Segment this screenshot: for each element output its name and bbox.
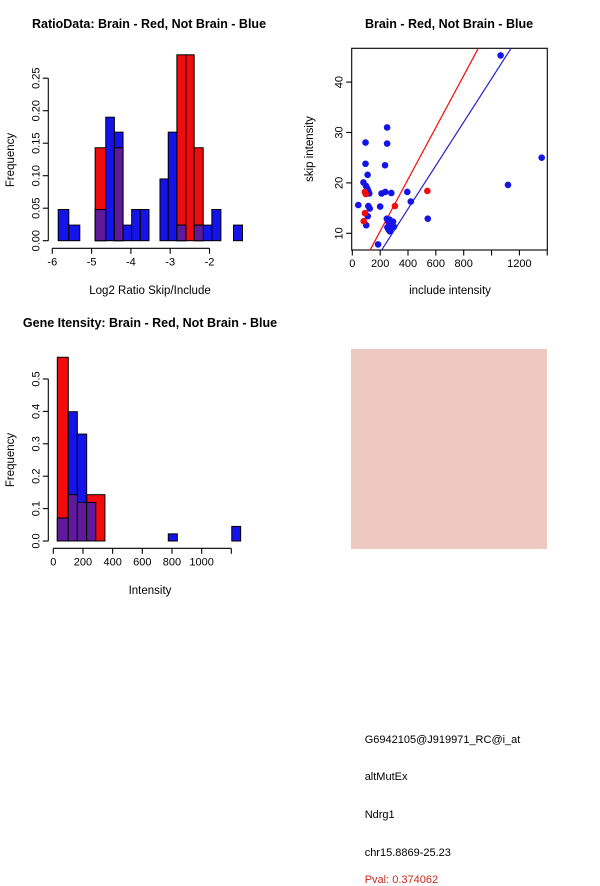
gene_intensity_histogram-bar-overlap bbox=[57, 518, 68, 541]
gene_intensity_histogram-plot bbox=[30, 357, 240, 568]
ratio_histogram-bar-not-brain bbox=[203, 225, 212, 241]
ratio_histogram-x-tick-label: -4 bbox=[126, 256, 136, 269]
scatter-xlabel: include intensity bbox=[409, 285, 491, 297]
skip_include_scatter-plot-box bbox=[352, 48, 548, 250]
skip_include_scatter-x-tick-label: 600 bbox=[426, 258, 446, 270]
gene_intensity_histogram-bar-not-brain bbox=[232, 526, 241, 541]
skip_include_scatter-point-not-brain bbox=[386, 216, 393, 223]
intensity-hist-xlabel: Intensity bbox=[128, 585, 172, 597]
gene_intensity_histogram-y-tick-label: 0.4 bbox=[30, 403, 43, 420]
gene_intensity_histogram-bar-brain bbox=[57, 357, 68, 541]
skip_include_scatter-y-tick-label: 10 bbox=[333, 227, 346, 240]
skip_include_scatter-point-not-brain bbox=[375, 241, 382, 248]
skip_include_scatter-point-brain bbox=[392, 203, 399, 210]
ratio_histogram-bar-not-brain bbox=[140, 210, 149, 241]
ratio_histogram-bar-not-brain bbox=[132, 210, 141, 241]
ratio_histogram-bar-not-brain bbox=[212, 210, 221, 241]
gene_intensity_histogram-x-tick-label: 200 bbox=[73, 556, 93, 569]
ratio_histogram-y-tick-label: 0.10 bbox=[30, 164, 43, 187]
gene_intensity_histogram-bar-overlap bbox=[68, 495, 77, 541]
gene_intensity_histogram-y-tick-label: 0.3 bbox=[30, 436, 43, 452]
skip_include_scatter-point-brain bbox=[363, 191, 370, 198]
skip_include_scatter-x-tick-label: 0 bbox=[349, 258, 356, 270]
ratio_histogram-bar-overlap bbox=[194, 225, 203, 241]
skip_include_scatter-x-tick-label: 1200 bbox=[507, 258, 532, 270]
ratio_histogram-bar-brain bbox=[177, 55, 186, 241]
pval-text: Pval: 0.374062 bbox=[364, 873, 439, 886]
ratio_histogram-y-tick-label: 0.25 bbox=[30, 67, 43, 89]
skip_include_scatter-x-tick-label: 200 bbox=[370, 258, 390, 270]
ratio_histogram-bar-not-brain bbox=[233, 225, 242, 241]
gene_intensity_histogram-x-tick-label: 1000 bbox=[189, 556, 214, 569]
ratio_histogram-x-tick-label: -5 bbox=[86, 256, 97, 269]
ratio_histogram-y-tick-label: 0.05 bbox=[30, 197, 43, 219]
ratio_histogram-bar-not-brain bbox=[160, 179, 168, 241]
skip_include_scatter-point-not-brain bbox=[362, 160, 369, 167]
skip_include_scatter-point-not-brain bbox=[505, 182, 512, 189]
skip_include_scatter-point-not-brain bbox=[362, 139, 369, 146]
gene_intensity_histogram-y-tick-label: 0.0 bbox=[30, 533, 43, 549]
skip_include_scatter-x-tick-label: 800 bbox=[454, 258, 473, 270]
skip_include_scatter-point-not-brain bbox=[364, 172, 371, 179]
skip_include_scatter-point-not-brain bbox=[497, 52, 504, 59]
skip_include_scatter-point-brain bbox=[424, 188, 431, 195]
gene_intensity_histogram-x-tick-label: 800 bbox=[162, 556, 182, 569]
skip_include_scatter-point-not-brain bbox=[424, 215, 431, 222]
skip_include_scatter-y-tick-label: 40 bbox=[333, 75, 346, 89]
skip_include_scatter-point-not-brain bbox=[382, 162, 389, 169]
chromosome-location-text: chr15.8869-25.23 bbox=[364, 846, 451, 859]
ratio_histogram-y-tick-label: 0.20 bbox=[30, 99, 43, 122]
skip_include_scatter-point-not-brain bbox=[384, 140, 391, 147]
intensity-hist-ylabel: Frequency bbox=[5, 432, 17, 488]
not-brain-fit-line bbox=[382, 48, 511, 250]
ratio_histogram-x-tick-label: -6 bbox=[47, 256, 58, 269]
ratio_histogram-bar-overlap bbox=[177, 225, 186, 241]
scatter-ylabel: skip intensity bbox=[304, 116, 316, 182]
ratio-hist-ylabel: Frequency bbox=[5, 132, 17, 188]
skip_include_scatter-y-tick-label: 20 bbox=[333, 176, 346, 190]
ratio_histogram-bar-overlap bbox=[95, 210, 106, 241]
skip_include_scatter-point-brain bbox=[360, 218, 367, 225]
skip_include_scatter-point-not-brain bbox=[355, 202, 362, 209]
ratio_histogram-x-tick-label: -3 bbox=[165, 256, 176, 269]
gene_intensity_histogram-bar-not-brain bbox=[168, 534, 177, 541]
skip_include_scatter-point-not-brain bbox=[377, 203, 384, 210]
ratio_histogram-bar-not-brain bbox=[106, 117, 115, 241]
skip_include_scatter-point-not-brain bbox=[382, 189, 389, 196]
skip_include_scatter-plot bbox=[334, 48, 548, 270]
event-type-text: altMutEx bbox=[364, 770, 408, 783]
ratio_histogram-plot bbox=[30, 55, 242, 268]
skip_include_scatter-point-not-brain bbox=[391, 223, 398, 230]
gene-name-text: Ndrg1 bbox=[364, 808, 395, 821]
ratio_histogram-x-tick-label: -2 bbox=[204, 256, 215, 269]
scatter-title: Brain - Red, Not Brain - Blue bbox=[364, 17, 534, 31]
skip_include_scatter-point-not-brain bbox=[384, 124, 391, 131]
skip_include_scatter-point-not-brain bbox=[388, 190, 395, 197]
gene_intensity_histogram-x-tick-label: 0 bbox=[50, 556, 57, 569]
gene_intensity_histogram-y-tick-label: 0.5 bbox=[30, 371, 43, 387]
gene_intensity_histogram-x-tick-label: 600 bbox=[133, 556, 152, 569]
ratio_histogram-bar-not-brain bbox=[168, 132, 177, 241]
ratio_histogram-bar-not-brain bbox=[69, 225, 80, 241]
ratio-hist-title: RatioData: Brain - Red, Not Brain - Blue bbox=[31, 17, 267, 31]
intensity-hist-title: Gene Itensity: Brain - Red, Not Brain - Blue bbox=[22, 316, 278, 330]
probe-id-text: G6942105@J919971_RC@i_at bbox=[364, 733, 521, 746]
ratio_histogram-y-tick-label: 0.00 bbox=[30, 229, 43, 252]
ratio_histogram-bar-brain bbox=[186, 55, 194, 241]
skip_include_scatter-point-brain bbox=[362, 210, 369, 217]
gene_intensity_histogram-x-tick-label: 400 bbox=[103, 556, 122, 569]
skip_include_scatter-point-not-brain bbox=[407, 198, 414, 205]
ratio_histogram-bar-overlap bbox=[114, 148, 123, 241]
gene_intensity_histogram-y-tick-label: 0.1 bbox=[30, 500, 43, 517]
skip_include_scatter-x-tick-label: 400 bbox=[398, 258, 418, 270]
gene-info-panel bbox=[351, 349, 548, 886]
ratio_histogram-bar-not-brain bbox=[123, 225, 132, 241]
ratio_histogram-y-tick-label: 0.15 bbox=[30, 132, 43, 154]
skip_include_scatter-point-not-brain bbox=[538, 154, 545, 161]
skip_include_scatter-y-tick-label: 30 bbox=[333, 126, 346, 139]
gene_intensity_histogram-bar-overlap bbox=[87, 502, 96, 541]
gene_intensity_histogram-bar-overlap bbox=[77, 502, 86, 541]
skip_include_scatter-point-not-brain bbox=[404, 189, 411, 196]
ratio-hist-xlabel: Log2 Ratio Skip/Include bbox=[89, 285, 211, 297]
gene_intensity_histogram-y-tick-label: 0.2 bbox=[30, 468, 43, 484]
ratio_histogram-bar-not-brain bbox=[58, 210, 69, 241]
